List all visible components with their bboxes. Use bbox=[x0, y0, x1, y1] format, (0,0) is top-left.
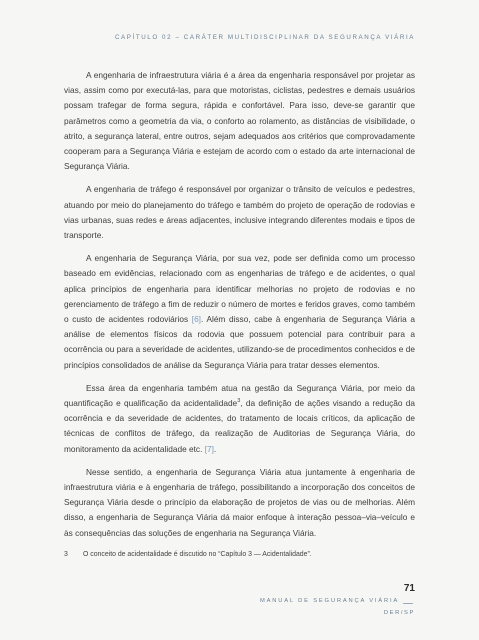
paragraph-text: Essa área da engenharia também atua na gestão da Segurança Viária, por meio da quantificação e qualificação da acidentalidade bbox=[64, 382, 415, 409]
page-number: 71 bbox=[403, 583, 415, 594]
footnote-marker[interactable]: 3 bbox=[237, 398, 241, 405]
paragraph-infraestrutura: A engenharia de infraestrutura viária é a área da engenharia responsável por projetar as vias, assim como por executá-las, para que motoristas, ciclistas, pedestres e demais usuários possam trafegar de forma segura, rápida e confortável. Para isso, deve-se garantir que parâmetros como a geometria da via, o conforto ao rolamento, as distâncias de visibilidade, o atrito, a segurança lateral, entre outros, sejam adequados aos critérios que comprovadamente cooperam para a Segurança Viária e estejam de acordo com o estado da arte internacional de Segurança Viária. bbox=[64, 70, 415, 172]
paragraph-trafego: A engenharia de tráfego é responsável por organizar o trânsito de veículos e pedestres, atuando por meio do planejamento do tráfego e também do projeto de operação de rodovias e vias urbanas, suas redes e áreas adjacentes, inclusive integrando diferentes modais e tipos de transporte. bbox=[64, 184, 415, 241]
body-text bbox=[64, 68, 415, 549]
paragraph-text: , da definição de ações visando a redução da ocorrência e da severidade de acidentes, do tratamento de locais críticos, da aplicação de técnicas de conflitos de tráfego, da realização de Auditorias de Segurança Viária, do monitoramento da acidentalidade etc. bbox=[64, 398, 415, 454]
paragraph-text: . Além disso, cabe à engenharia de Segurança Viária a análise de elementos físicos da rodovia que possuem potencial para contribuir para a ocorrência ou para a severidade de acidentes, utilizando-se de procedimentos conhecidos e de princípios consolidados de análise da Segurança Viária para tratar desses elementos. bbox=[64, 314, 415, 370]
footer-manual-title: MANUAL DE SEGURANÇA VIÁRIA bbox=[260, 598, 400, 604]
paragraph-text: . bbox=[213, 443, 217, 454]
footer-divider bbox=[403, 603, 413, 604]
footnote bbox=[64, 551, 415, 558]
paragraph-text: A engenharia de Segurança Viária, por sua vez, pode ser definida como um processo baseado em evidências, relacionado com as engenharias de tráfego e de acidentes, o qual aplica princípios de engenharia para identificar melhorias no projeto de rodovias e no gerenciamento de tráfego a fim de reduzir o número de mortes e feridos graves, como também o custo de acidentes rodoviários bbox=[64, 253, 415, 325]
paragraph-gestao bbox=[64, 381, 415, 457]
running-header: CAPÍTULO 02 – CARÁTER MULTIDISCIPLINAR DA SEGURANÇA VIÁRIA bbox=[114, 34, 415, 41]
footer-organization: DER/SP bbox=[383, 610, 415, 616]
paragraph-seguranca-viaria bbox=[64, 251, 415, 373]
footnote-number: 3 bbox=[64, 551, 68, 558]
footnote-text: O conceito de acidentalidade é discutido no “Capítulo 3 — Acidentalidade”. bbox=[83, 551, 312, 558]
citation-link-6[interactable]: [6] bbox=[191, 314, 201, 325]
paragraph-sentido: Nesse sentido, a engenharia de Segurança Viária atua juntamente à engenharia de infraestrutura viária e à engenharia de tráfego, possibilitando a incorporação dos conceitos de Segurança Viária desde o princípio da elaboração de projetos de vias ou de melhorias. Além disso, a engenharia de Segurança Viária dá maior enfoque à interação pessoa–via–veículo e às consequências das soluções de engenharia na Segurança Viária. bbox=[64, 466, 415, 538]
citation-link-7[interactable]: [7] bbox=[204, 443, 214, 454]
